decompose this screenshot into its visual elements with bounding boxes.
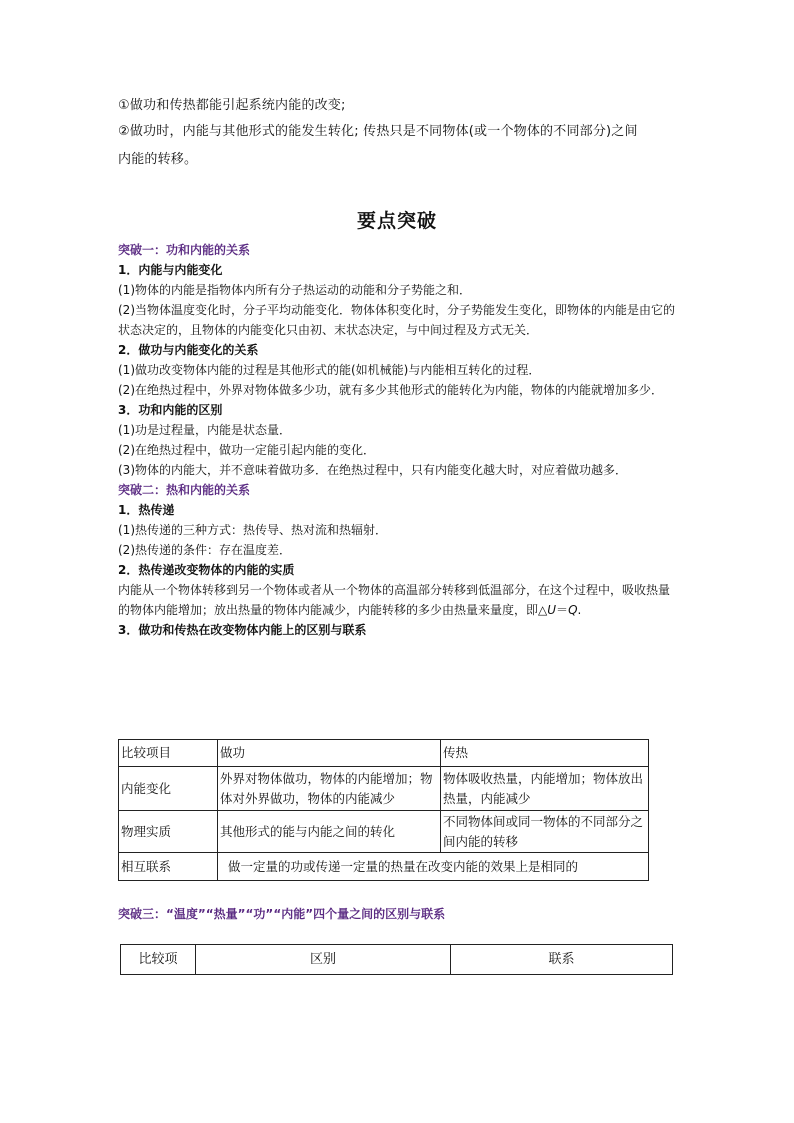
formula-u: U xyxy=(547,603,557,617)
table-header-cell: 比较项 xyxy=(121,945,196,975)
formula-end: . xyxy=(577,603,582,617)
formula-q: Q xyxy=(568,603,578,617)
comparison-table xyxy=(118,739,649,881)
table-cell: 做一定量的功或传递一定量的热量在改变内能的效果上是相同的 xyxy=(218,853,649,881)
intro-line-1: ①做功和传热都能引起系统内能的改变; xyxy=(118,98,346,113)
four-quantities-table xyxy=(120,944,673,975)
break1-s3-p3: (3)物体的内能大，并不意味着做功多．在绝热过程中，只有内能变化越大时，对应着做功越多． xyxy=(118,463,628,477)
break1-s3-heading: 3．功和内能的区别 xyxy=(118,403,223,417)
break2-heading: 突破二：热和内能的关系 xyxy=(118,483,251,497)
table-cell: 不同物体间或同一物体的不同部分之间内能的转移 xyxy=(441,811,649,853)
break1-s3-p2: (2)在绝热过程中，做功一定能引起内能的变化． xyxy=(118,443,375,457)
break2-s2-p1 xyxy=(118,580,678,620)
table-cell: 内能变化 xyxy=(119,767,218,811)
break1-s3-p1: (1)功是过程量，内能是状态量． xyxy=(118,423,291,437)
table-cell: 相互联系 xyxy=(119,853,218,881)
table-row xyxy=(119,767,649,811)
table-header-cell: 做功 xyxy=(218,740,441,767)
table-cell: 其他形式的能与内能之间的转化 xyxy=(218,811,441,853)
break2-s1-p2: (2)热传递的条件：存在温度差． xyxy=(118,543,291,557)
break1-s2-p1: (1)做功改变物体内能的过程是其他形式的能(如机械能)与内能相互转化的过程． xyxy=(118,363,541,377)
table-header-cell: 区别 xyxy=(196,945,451,975)
break1-heading: 突破一：功和内能的关系 xyxy=(118,243,251,257)
break2-s3-heading: 3．做功和传热在改变物体内能上的区别与联系 xyxy=(118,623,367,637)
table-header-row xyxy=(121,945,673,975)
table-header-cell: 传热 xyxy=(441,740,649,767)
page-title: 要点突破 xyxy=(356,210,437,232)
table-cell: 外界对物体做功，物体的内能增加；物体对外界做功，物体的内能减少 xyxy=(218,767,441,811)
break2-s2-heading: 2．热传递改变物体的内能的实质 xyxy=(118,563,295,577)
table-cell: 物体吸收热量，内能增加；物体放出热量，内能减少 xyxy=(441,767,649,811)
table-header-row xyxy=(119,740,649,767)
break1-s1-p2: (2)当物体温度变化时，分子平均动能变化．物体体积变化时，分子势能发生变化，即物体的内能是由它的状态决定的，且物体的内能变化只由初、末状态决定，与中间过程及方式无关． xyxy=(118,303,676,337)
break1-s2-heading: 2．做功与内能变化的关系 xyxy=(118,343,259,357)
intro-line-3: 内能的转移。 xyxy=(118,152,198,167)
intro-line-2: ②做功时，内能与其他形式的能发生转化; 传热只是不同物体(或一个物体的不同部分)之间 xyxy=(118,124,638,139)
formula-prefix: 即△ xyxy=(526,603,548,617)
break3-heading: 突破三：“温度”“热量”“功”“内能”四个量之间的区别与联系 xyxy=(118,907,446,921)
table-row xyxy=(119,811,649,853)
table-row xyxy=(119,853,649,881)
table-header-cell: 比较项目 xyxy=(119,740,218,767)
break2-s2-text: 内能从一个物体转移到另一个物体或者从一个物体的高温部分转移到低温部分，在这个过程中，吸收热量的物体内能增加；放出热量的物体内能减少，内能转移的多少由热量来量度， xyxy=(118,583,671,617)
break2-s1-p1: (1)热传递的三种方式：热传导、热对流和热辐射． xyxy=(118,523,387,537)
break2-s1-heading: 1．热传递 xyxy=(118,503,175,517)
formula-eq: ＝ xyxy=(556,603,569,617)
break1-section xyxy=(118,240,678,640)
break1-s1-p1: (1)物体的内能是指物体内所有分子热运动的动能和分子势能之和． xyxy=(118,283,472,297)
break1-s1-heading: 1．内能与内能变化 xyxy=(118,263,223,277)
table-cell: 物理实质 xyxy=(119,811,218,853)
table-header-cell: 联系 xyxy=(451,945,673,975)
break1-s2-p2: (2)在绝热过程中，外界对物体做多少功，就有多少其他形式的能转化为内能，物体的内能就增加多少． xyxy=(118,383,664,397)
